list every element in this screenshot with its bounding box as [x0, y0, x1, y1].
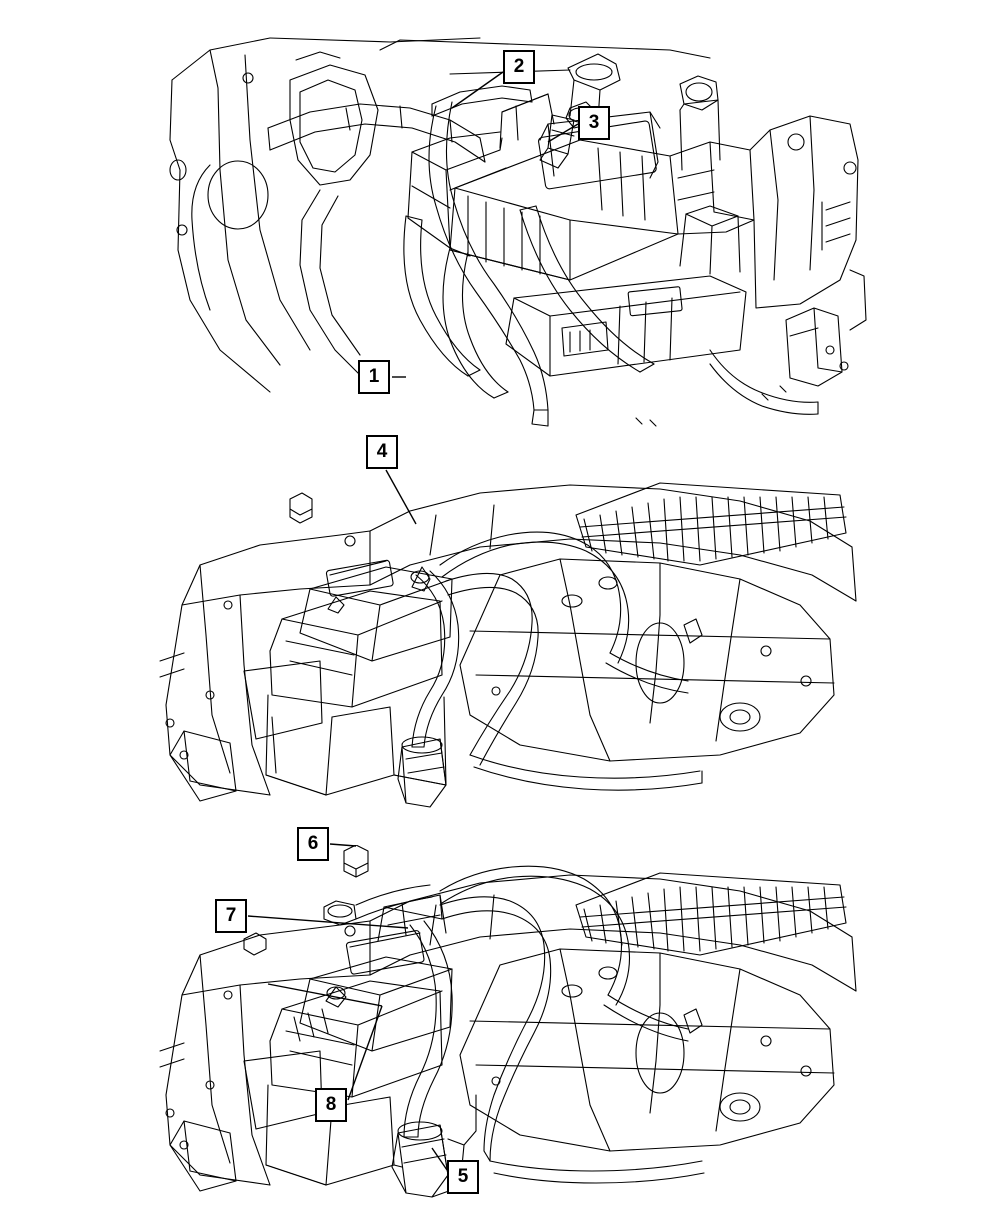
leader-8 — [348, 1006, 382, 1100]
leader-2 — [452, 72, 503, 108]
leader-8b — [268, 984, 382, 1006]
callout-6[interactable]: 6 — [297, 827, 329, 861]
leader-4 — [386, 470, 416, 524]
callout-2[interactable]: 2 — [503, 50, 535, 84]
leader-6 — [330, 844, 356, 846]
callout-4[interactable]: 4 — [366, 435, 398, 469]
callout-8[interactable]: 8 — [315, 1088, 347, 1122]
callout-1[interactable]: 1 — [358, 360, 390, 394]
callout-3[interactable]: 3 — [578, 106, 610, 140]
leader-5 — [432, 1148, 447, 1170]
callout-5[interactable]: 5 — [447, 1160, 479, 1194]
leader-3 — [548, 124, 578, 142]
callout-7[interactable]: 7 — [215, 899, 247, 933]
leader-7 — [248, 916, 408, 928]
